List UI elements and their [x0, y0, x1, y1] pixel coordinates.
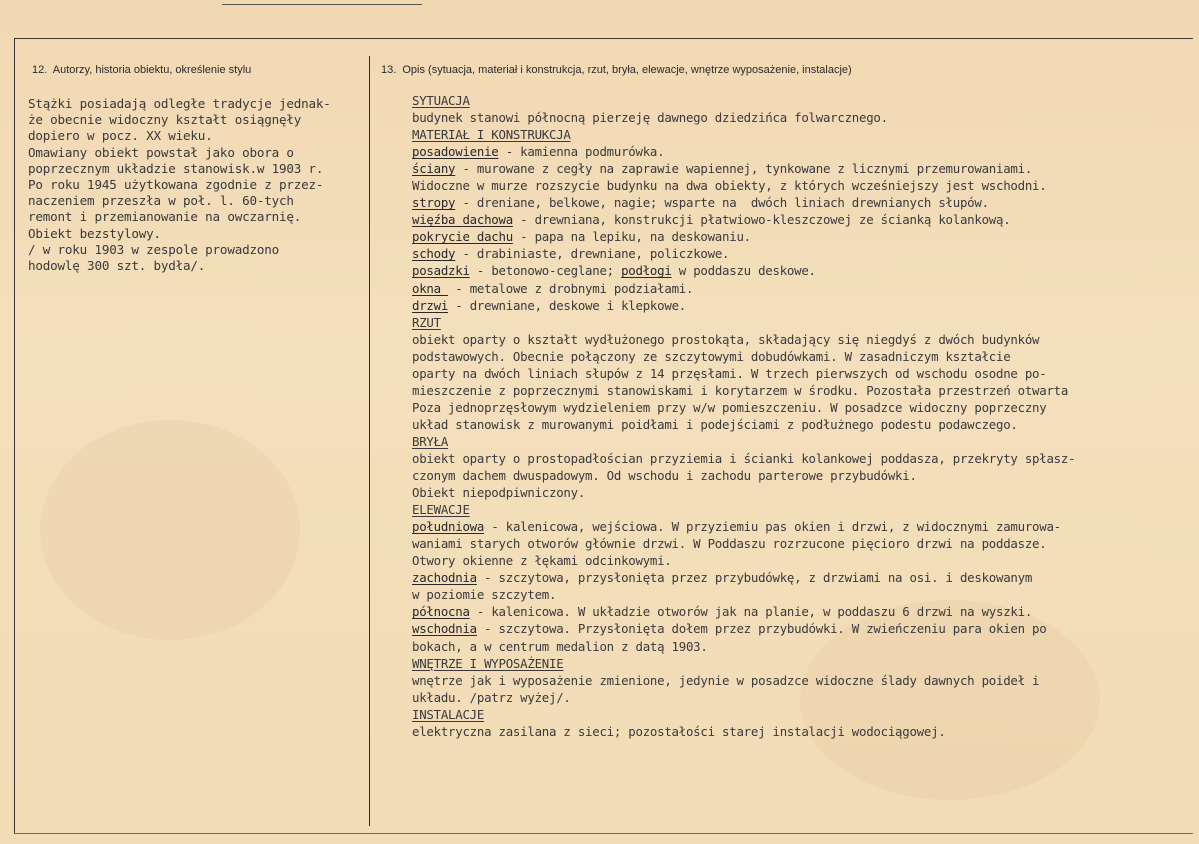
- description-line: [412, 603, 1196, 620]
- description-line: [412, 467, 1196, 484]
- form-bottom-rule: [14, 833, 1193, 834]
- description-line: [412, 211, 1196, 228]
- line-text: obiekt oparty o kształt wydłużonego prostokąta, składający się niegdyś z dwóch budynków: [412, 331, 1040, 347]
- description-line: [412, 689, 1196, 706]
- paper-stain: [40, 420, 300, 640]
- section-heading: [412, 706, 1196, 723]
- history-line: hodowlę 300 szt. bydła/.: [28, 258, 206, 274]
- line-text: - papa na lepiku, na deskowaniu.: [512, 229, 751, 245]
- section-heading-text: MATERIAŁ I KONSTRUKCJA: [412, 127, 571, 143]
- element-term: więźba dachowa: [412, 212, 513, 228]
- description-line: [412, 569, 1196, 586]
- line-text: - murowane z cegły na zaprawie wapiennej, tynkowane z licznymi przemurowaniami.: [455, 161, 1033, 177]
- left-column-number: 12.: [32, 64, 48, 76]
- description-line: [412, 518, 1196, 535]
- line-text: obiekt oparty o prostopadłościan przyziemia i ścianki kolankowej poddasza, przekryty spłasz-: [412, 450, 1076, 466]
- description-line: [412, 348, 1196, 365]
- description-line: [412, 416, 1196, 433]
- description-line: [412, 177, 1196, 194]
- line-text: - szczytowa, przysłonięta przez przybudówkę, z drzwiami na osi. i deskowanym: [476, 570, 1033, 586]
- element-term: podłogi: [621, 263, 672, 279]
- description-line: [412, 228, 1196, 245]
- history-line: Omawiany obiekt powstał jako obora o: [28, 144, 294, 160]
- description-line: [412, 450, 1196, 467]
- line-text: wnętrze jak i wyposażenie zmienione, jedynie w posadzce widoczne ślady dawnych poideł i: [412, 672, 1040, 688]
- line-text: elektryczna zasilana z sieci; pozostałości starej instalacji wodociągowej.: [412, 723, 946, 739]
- section-heading-text: WNĘTRZE I WYPOSAŻENIE: [412, 655, 564, 671]
- line-text: czonym dachem dwuspadowym. Od wschodu i zachodu parterowe przybudówki.: [412, 468, 917, 484]
- element-term: pokrycie dachu: [412, 229, 513, 245]
- element-term: zachodnia: [412, 570, 477, 586]
- right-column-number: 13.: [381, 64, 397, 76]
- element-term: południowa: [412, 519, 485, 535]
- line-text: - drewniane, deskowe i klepkowe.: [448, 297, 686, 313]
- element-term: wschodnia: [412, 621, 477, 637]
- line-text: układ stanowisk z murowanymi poidłami i podejściami z podłużnego podestu podawczego.: [412, 416, 1018, 432]
- line-text: Otwory okienne z łękami odcinkowymi.: [412, 553, 672, 569]
- description-line: [412, 484, 1196, 501]
- element-term: ściany: [412, 161, 456, 177]
- line-text: budynek stanowi północną pierzeję dawnego dziedzińca folwarcznego.: [412, 110, 888, 126]
- right-column-title: Opis (sytuacja, materiał i konstrukcja, rzut, bryła, elewacje, wnętrze wyposażenie, instalacje): [402, 64, 852, 76]
- line-text: - dreniane, belkowe, nagie; wsparte na dwóch liniach drewnianych słupów.: [455, 195, 989, 211]
- description-line: [412, 638, 1196, 655]
- description-line: [412, 382, 1196, 399]
- line-text: - metalowe z drobnymi podziałami.: [448, 280, 694, 296]
- history-line: remont i przemianowanie na owczarnię.: [28, 209, 302, 225]
- description-line: [412, 297, 1196, 314]
- section-heading-text: SYTUACJA: [412, 93, 470, 108]
- description-line: [412, 160, 1196, 177]
- line-text: w poddaszu deskowe.: [671, 263, 816, 279]
- section-heading: [412, 501, 1196, 518]
- description-line: [412, 280, 1196, 297]
- element-term: drzwi: [412, 297, 449, 313]
- line-text: układu. /patrz wyżej/.: [412, 689, 571, 705]
- description-line: [412, 109, 1196, 126]
- line-text: oparty na dwóch liniach słupów z 14 przęsłami. W trzech pierwszych od wschodu osodne po-: [412, 365, 1047, 381]
- line-text: w poziomie szczytem.: [412, 587, 557, 603]
- form-left-rule: [14, 38, 15, 834]
- element-term: posadowienie: [412, 144, 499, 160]
- line-text: bokach, a w centrum medalion z datą 1903.: [412, 638, 708, 654]
- section-heading-text: RZUT: [412, 314, 441, 330]
- column-divider: [369, 56, 370, 826]
- description-line: [412, 331, 1196, 348]
- history-line: Stążki posiadają odległe tradycje jednak-: [28, 96, 331, 111]
- line-text: waniami starych otworów głównie drzwi. W Poddaszu rozrzucone pięcioro drzwi na poddasze.: [412, 536, 1047, 552]
- history-line: / w roku 1903 w zespole prowadzono: [28, 241, 279, 257]
- left-column-header: [32, 64, 251, 76]
- description-line: [412, 143, 1196, 160]
- description-line: [412, 620, 1196, 637]
- section-heading-text: ELEWACJE: [412, 502, 470, 518]
- line-text: Poza jednoprzęsłowym wydzieleniem przy w/w pomieszczeniu. W posadzce widoczny poprzeczny: [412, 399, 1047, 415]
- description-line: [412, 535, 1196, 552]
- description-line: [412, 245, 1196, 262]
- line-text: - szczytowa. Przysłonięta dołem przez przybudówki. W zwieńczeniu para okien po: [476, 621, 1047, 637]
- section-heading: [412, 655, 1196, 672]
- line-text: Widoczne w murze rozszycie budynku na dwa obiekty, z których wcześniejszy jest wschodni.: [412, 178, 1047, 194]
- line-text: - betonowo-ceglane;: [469, 263, 622, 279]
- line-text: - kalenicowa. W układzie otworów jak na planie, w poddaszu 6 drzwi na wyszki.: [469, 604, 1033, 620]
- description-line: [412, 723, 1196, 740]
- history-line: dopiero w pocz. XX wieku.: [28, 128, 213, 144]
- history-line: że obecnie widoczny kształt osiągnęły: [28, 112, 302, 128]
- description-line: [412, 586, 1196, 603]
- line-text: - kamienna podmurówka.: [498, 144, 665, 160]
- section-heading: [412, 92, 1196, 109]
- line-text: - drewniana, konstrukcji płatwiowo-kleszczowej ze ścianką kolankową.: [512, 212, 1011, 228]
- description-line: [412, 672, 1196, 689]
- history-text-block: [28, 96, 368, 274]
- history-line: Po roku 1945 użytkowana zgodnie z przez-: [28, 177, 324, 193]
- element-term: północna: [412, 604, 470, 620]
- line-text: mieszczenie z poprzecznymi stanowiskami i korytarzem w środku. Pozostała przestrzeń otwarta: [412, 382, 1069, 398]
- element-term: okna: [412, 280, 449, 296]
- line-text: - kalenicowa, wejściowa. W przyziemiu pas okien i drzwi, z widocznymi zamurowa-: [484, 519, 1061, 535]
- left-column-title: Autorzy, historia obiektu, określenie stylu: [52, 64, 252, 76]
- section-heading-text: INSTALACJE: [412, 706, 485, 722]
- right-column-header: [381, 64, 852, 76]
- element-term: posadzki: [412, 263, 470, 279]
- section-heading-text: BRYŁA: [412, 433, 449, 449]
- form-top-rule: [14, 38, 1193, 39]
- line-text: Obiekt niepodpiwniczony.: [412, 485, 586, 501]
- element-term: schody: [412, 246, 456, 262]
- description-text-block: [412, 92, 1196, 740]
- element-term: stropy: [412, 195, 456, 211]
- description-line: [412, 399, 1196, 416]
- description-line: [412, 262, 1196, 279]
- section-heading: [412, 433, 1196, 450]
- history-line: naczeniem przeszła w poł. l. 60-tych: [28, 193, 294, 209]
- history-line: poprzecznym układzie stanowisk.w 1903 r.: [28, 160, 324, 176]
- top-edge-mark: [222, 0, 422, 5]
- description-line: [412, 552, 1196, 569]
- history-line: Obiekt bezstylowy.: [28, 225, 161, 241]
- section-heading: [412, 126, 1196, 143]
- section-heading: [412, 314, 1196, 331]
- description-line: [412, 365, 1196, 382]
- description-line: [412, 194, 1196, 211]
- line-text: - drabiniaste, drewniane, policzkowe.: [455, 246, 730, 262]
- line-text: podstawowych. Obecnie połączony ze szczytowymi dobudówkami. W zasadniczym kształcie: [412, 348, 1011, 364]
